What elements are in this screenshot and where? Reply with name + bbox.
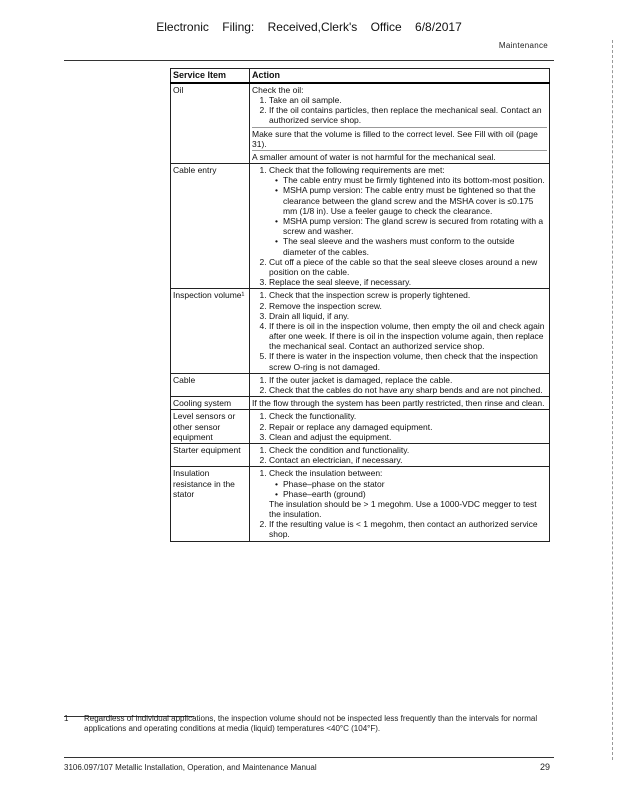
action-step: 3. Replace the seal sleeve, if necessary. bbox=[269, 277, 547, 287]
requirement-item: • The seal sleeve and the washers must conform to the outside diameter of the cables. bbox=[283, 236, 547, 256]
action-cell bbox=[250, 397, 550, 410]
action-cell bbox=[250, 410, 550, 444]
requirement-list bbox=[269, 479, 547, 499]
service-item: Inspection volume¹ bbox=[171, 289, 250, 374]
action-steps bbox=[252, 165, 547, 287]
action-step: 2. Contact an electrician, if necessary. bbox=[269, 455, 547, 465]
page-number: 29 bbox=[540, 762, 551, 772]
service-item: Level sensors or other sensor equipment bbox=[171, 410, 250, 444]
footnote bbox=[64, 714, 554, 735]
action-cell bbox=[250, 443, 550, 466]
maintenance-table bbox=[170, 68, 550, 542]
requirement-item: • MSHA pump version: The cable entry must be tightened so that the clearance between the gland screw and the MSHA cover is ≤0.175 mm (1/8 in). Use a feeler gauge to check the clearance. bbox=[283, 185, 547, 216]
footer-rule bbox=[64, 757, 554, 758]
action-cell bbox=[250, 164, 550, 289]
action-step: 2. If the resulting value is < 1 megohm, then contact an authorized service shop. bbox=[269, 519, 547, 539]
requirement-item: • Phase–earth (ground) bbox=[283, 489, 547, 499]
action-step: 2. Repair or replace any damaged equipment. bbox=[269, 422, 547, 432]
service-item: Starter equipment bbox=[171, 443, 250, 466]
scan-edge-line bbox=[612, 40, 613, 760]
action-note: The insulation should be > 1 megohm. Use a 1000-VDC megger to test the insulation. bbox=[269, 498, 537, 520]
action-cell bbox=[250, 289, 550, 374]
table-row bbox=[171, 289, 550, 374]
action-steps bbox=[252, 411, 547, 442]
col-header-action: Action bbox=[250, 69, 550, 83]
action-cell bbox=[250, 83, 550, 164]
action-step: 3. Drain all liquid, if any. bbox=[269, 311, 547, 321]
action-step-text: Check that the following requirements are met: bbox=[269, 165, 445, 176]
action-step: 1. Take an oil sample. bbox=[269, 95, 547, 105]
action-step: 2. Remove the inspection screw. bbox=[269, 301, 547, 311]
service-item: Cooling system bbox=[171, 397, 250, 410]
action-note: Make sure that the volume is filled to the correct level. See Fill with oil (page 31). bbox=[252, 127, 547, 149]
action-step: 5. If there is water in the inspection volume, then check that the inspection screw O-ring is not damaged. bbox=[269, 351, 547, 371]
action-step-text: Check the insulation between: bbox=[269, 468, 383, 479]
action-steps bbox=[252, 290, 547, 372]
requirement-item: • MSHA pump version: The gland screw is secured from rotating with a screw and washer. bbox=[283, 216, 547, 236]
requirement-item: • The cable entry must be firmly tightened into its bottom-most position. bbox=[283, 175, 547, 185]
action-cell bbox=[250, 373, 550, 396]
service-item: Cable entry bbox=[171, 164, 250, 289]
requirement-item: • Phase–phase on the stator bbox=[283, 479, 547, 489]
action-step: 2. If the oil contains particles, then replace the mechanical seal. Contact an authorized service shop. bbox=[269, 105, 547, 125]
action-step: 2. Check that the cables do not have any sharp bends and are not pinched. bbox=[269, 385, 547, 395]
action-step: 3. Clean and adjust the equipment. bbox=[269, 432, 547, 442]
table-row bbox=[171, 164, 550, 289]
table-row bbox=[171, 83, 550, 164]
action-steps bbox=[252, 445, 547, 465]
table-header-row bbox=[171, 69, 550, 83]
table-row bbox=[171, 373, 550, 396]
action-note: A smaller amount of water is not harmful for the mechanical seal. bbox=[252, 150, 547, 162]
header-rule bbox=[64, 60, 554, 61]
action-step: 1. Check the functionality. bbox=[269, 411, 547, 421]
col-header-service-item: Service Item bbox=[171, 69, 250, 83]
section-title: Maintenance bbox=[498, 41, 548, 50]
footnote-text: Regardless of individual applications, the inspection volume should not be inspected less frequently than the intervals for normal applications and operating conditions at media (liquid) temperatures <40°C (104°F). bbox=[84, 714, 538, 734]
action-steps bbox=[252, 95, 547, 126]
action-text: If the flow through the system has been partly restricted, then rinse and clean. bbox=[252, 398, 545, 409]
table-row bbox=[171, 397, 550, 410]
action-step: 1. If the outer jacket is damaged, replace the cable. bbox=[269, 375, 547, 385]
footnote-mark: 1 bbox=[64, 714, 69, 723]
action-intro: Check the oil: bbox=[252, 84, 304, 95]
action-step: 1. Check the condition and functionality. bbox=[269, 445, 547, 455]
requirement-list bbox=[269, 175, 547, 257]
action-step: 1. Check that the inspection screw is properly tightened. bbox=[269, 290, 547, 300]
service-item: Cable bbox=[171, 373, 250, 396]
action-steps bbox=[252, 468, 547, 539]
action-step: 4. If there is oil in the inspection volume, then empty the oil and check again after one week. If there is oil in the inspection volume again, then replace the mechanical seal. Contact an authorized service shop. bbox=[269, 321, 547, 352]
manual-title: 3106.097/107 Metallic Installation, Operation, and Maintenance Manual bbox=[64, 763, 317, 772]
action-step: 2. Cut off a piece of the cable so that the seal sleeve closes around a new position on the cable. bbox=[269, 257, 547, 277]
service-item: Oil bbox=[171, 83, 250, 164]
table-row bbox=[171, 443, 550, 466]
service-item: Insulation resistance in the stator bbox=[171, 467, 250, 541]
filing-header: Electronic Filing: Received,Clerk's Office 6/8/2017 bbox=[156, 20, 462, 34]
table-row bbox=[171, 410, 550, 444]
action-cell bbox=[250, 467, 550, 541]
action-steps bbox=[252, 375, 547, 395]
action-step bbox=[269, 468, 547, 519]
table-row bbox=[171, 467, 550, 541]
action-step bbox=[269, 165, 547, 257]
